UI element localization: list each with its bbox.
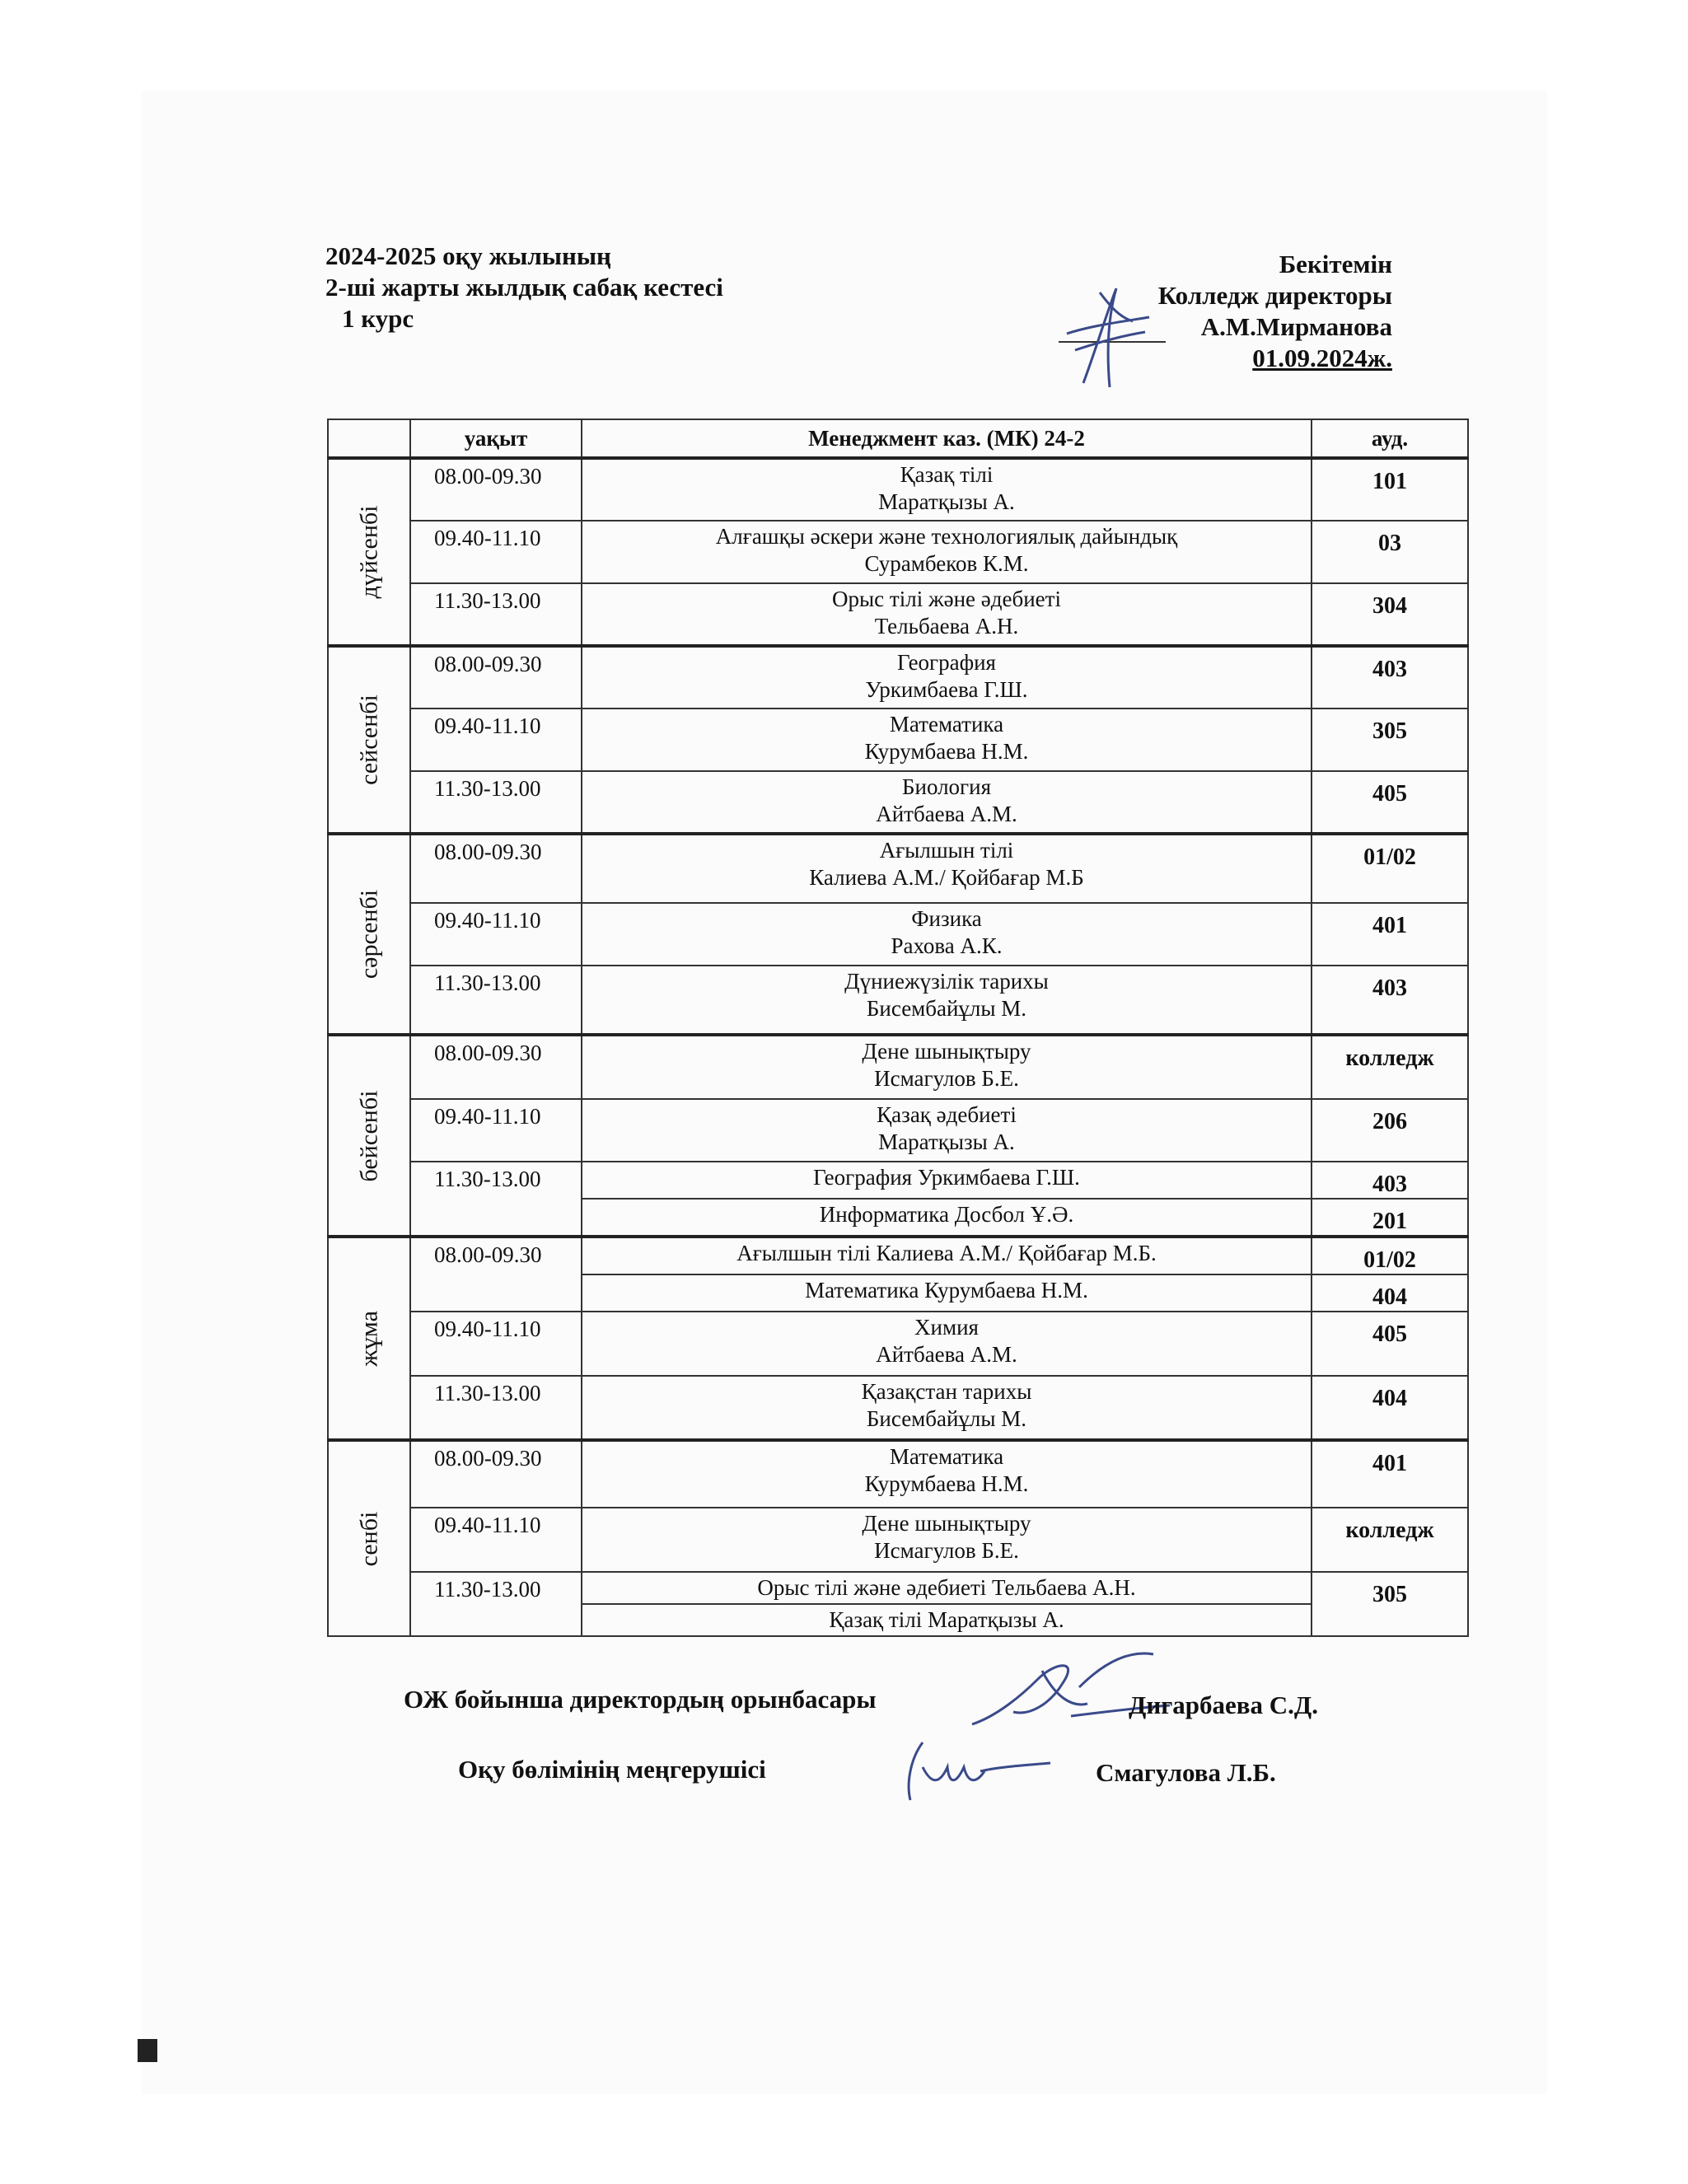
table-row: [328, 646, 1468, 709]
room-cell: 03: [1312, 521, 1468, 583]
time-header: уақыт: [410, 419, 582, 458]
subject-cell: Информатика Досбол Ұ.Ә.: [582, 1199, 1312, 1237]
subject-cell: Орыс тілі және әдебиеті Тельбаева А.Н.: [582, 1572, 1312, 1604]
subject-name: Биология: [901, 774, 991, 799]
subject-cell: Ағылшын тілі Калиева А.М./ Қойбағар М.Б.: [582, 1237, 1312, 1274]
table-row: [328, 1237, 1468, 1274]
table-row: [328, 458, 1468, 521]
room-cell: 403: [1312, 646, 1468, 709]
subject-cell: География Уркимбаева Г.Ш.: [582, 1162, 1312, 1199]
schedule-title-block: [325, 241, 723, 334]
table-row: [328, 903, 1468, 966]
teacher-name: Исмагулов Б.Е.: [874, 1066, 1019, 1091]
time-cell: 11.30-13.00: [410, 1572, 582, 1636]
table-row: [328, 1572, 1468, 1604]
time-cell: 09.40-11.10: [410, 1508, 582, 1572]
table-row: [328, 1376, 1468, 1440]
table-row: [328, 1162, 1468, 1199]
teacher-name: Айтбаева А.М.: [876, 802, 1017, 826]
teacher-name: Курумбаева Н.М.: [864, 739, 1029, 764]
day-label: бейсенбі: [328, 1035, 410, 1237]
subject-cell: [582, 966, 1312, 1035]
time-cell: 11.30-13.00: [410, 1376, 582, 1440]
teacher-name: Бисембайұлы М.: [866, 996, 1027, 1021]
room-cell: колледж: [1312, 1035, 1468, 1099]
subject-cell: [582, 1376, 1312, 1440]
room-cell: 403: [1312, 1162, 1468, 1199]
time-cell: 08.00-09.30: [410, 458, 582, 521]
subject-name: Дүниежүзілік тарихы: [844, 969, 1049, 994]
semester-line: 2-ші жарты жылдық сабақ кестесі: [325, 273, 723, 302]
teacher-name: Бисембайұлы М.: [866, 1406, 1027, 1431]
table-row: [328, 583, 1468, 646]
room-cell: колледж: [1312, 1508, 1468, 1572]
day-header: [328, 419, 410, 458]
room-header: ауд.: [1312, 419, 1468, 458]
room-cell: 404: [1312, 1274, 1468, 1312]
subject-name: Қазақ әдебиеті: [877, 1102, 1017, 1127]
teacher-name: Уркимбаева Г.Ш.: [865, 677, 1028, 702]
room-cell: 401: [1312, 903, 1468, 966]
subject-name: Математика: [889, 1444, 1004, 1469]
table-row: [328, 1099, 1468, 1162]
time-cell: 08.00-09.30: [410, 1440, 582, 1508]
teacher-name: Маратқызы А.: [878, 489, 1015, 514]
deputy-name: Дигарбаева С.Д.: [1129, 1691, 1318, 1719]
table-row: [328, 709, 1468, 771]
time-cell: 08.00-09.30: [410, 1035, 582, 1099]
table-row: [328, 1312, 1468, 1376]
time-cell: 09.40-11.10: [410, 1099, 582, 1162]
table-row: [328, 1508, 1468, 1572]
table-row: [328, 966, 1468, 1035]
subject-name: Қазақ тілі: [900, 462, 994, 487]
subject-cell: [582, 583, 1312, 646]
teacher-name: Рахова А.К.: [891, 933, 1003, 958]
subject-cell: Қазақ тілі Маратқызы А.: [582, 1604, 1312, 1636]
deputy-title: ОЖ бойынша директордың орынбасары: [404, 1685, 877, 1714]
day-label: дүйсенбі: [328, 458, 410, 646]
table-row: [328, 521, 1468, 583]
teacher-name: Калиева А.М./ Қойбағар М.Б: [809, 865, 1084, 890]
approval-date: 01.09.2024ж.: [1252, 344, 1392, 372]
room-cell: 405: [1312, 771, 1468, 834]
subject-name: Математика: [889, 712, 1004, 737]
subject-cell: Математика Курумбаева Н.М.: [582, 1274, 1312, 1312]
subject-cell: [582, 458, 1312, 521]
group-header: Менеджмент каз. (МК) 24-2: [582, 419, 1312, 458]
teacher-name: Маратқызы А.: [878, 1129, 1015, 1154]
day-label: сенбі: [328, 1440, 410, 1636]
time-cell: 08.00-09.30: [410, 1237, 582, 1312]
day-label: сейсенбі: [328, 646, 410, 834]
room-cell: 201: [1312, 1199, 1468, 1237]
teacher-name: Курумбаева Н.М.: [864, 1471, 1029, 1496]
course-line: 1 курс: [342, 304, 414, 333]
scan-corner-mark: [138, 2039, 157, 2062]
time-cell: 08.00-09.30: [410, 646, 582, 709]
day-label: жұма: [328, 1237, 410, 1440]
subject-cell: [582, 1440, 1312, 1508]
room-cell: 101: [1312, 458, 1468, 521]
subject-cell: [582, 903, 1312, 966]
table-row: [328, 1035, 1468, 1099]
room-cell: 01/02: [1312, 1237, 1468, 1274]
time-cell: 09.40-11.10: [410, 521, 582, 583]
schedule-table: [327, 419, 1469, 1637]
room-cell: 305: [1312, 709, 1468, 771]
day-label: сәрсенбі: [328, 834, 410, 1035]
subject-name: Алғашқы әскери және технологиялық дайындық: [715, 524, 1178, 549]
room-cell: 405: [1312, 1312, 1468, 1376]
subject-name: Ағылшын тілі: [879, 838, 1014, 863]
subject-name: Қазақстан тарихы: [861, 1379, 1032, 1404]
room-cell: 206: [1312, 1099, 1468, 1162]
room-cell: 305: [1312, 1572, 1468, 1636]
academic-year-line: 2024-2025 оқу жылының: [325, 241, 611, 270]
time-cell: 08.00-09.30: [410, 834, 582, 903]
teacher-name: Сурамбеков К.М.: [864, 551, 1029, 576]
subject-cell: [582, 521, 1312, 583]
director-title: Колледж директоры: [1157, 281, 1392, 310]
subject-cell: [582, 709, 1312, 771]
time-cell: 11.30-13.00: [410, 583, 582, 646]
time-cell: 09.40-11.10: [410, 1312, 582, 1376]
room-cell: 01/02: [1312, 834, 1468, 903]
head-signature: [898, 1734, 1054, 1808]
subject-cell: [582, 771, 1312, 834]
approval-heading: Бекітемін: [1279, 250, 1392, 278]
time-cell: 09.40-11.10: [410, 709, 582, 771]
subject-name: Химия: [914, 1315, 979, 1340]
subject-cell: [582, 1099, 1312, 1162]
subject-name: Орыс тілі және әдебиеті: [832, 587, 1061, 611]
director-name: А.М.Мирманова: [1200, 312, 1392, 341]
time-cell: 09.40-11.10: [410, 903, 582, 966]
time-cell: 11.30-13.00: [410, 1162, 582, 1237]
teacher-name: Тельбаева А.Н.: [874, 614, 1019, 638]
time-cell: 11.30-13.00: [410, 771, 582, 834]
subject-cell: [582, 1035, 1312, 1099]
room-cell: 403: [1312, 966, 1468, 1035]
subject-name: Дене шынықтыру: [862, 1511, 1031, 1536]
head-name: Смагулова Л.Б.: [1096, 1758, 1276, 1787]
subject-name: Физика: [911, 906, 982, 931]
table-row: [328, 1440, 1468, 1508]
subject-cell: [582, 1312, 1312, 1376]
subject-cell: [582, 646, 1312, 709]
time-cell: 11.30-13.00: [410, 966, 582, 1035]
head-title: Оқу бөлімінің меңгерушісі: [458, 1755, 766, 1784]
room-cell: 401: [1312, 1440, 1468, 1508]
teacher-name: Исмагулов Б.Е.: [874, 1538, 1019, 1563]
table-row: [328, 834, 1468, 903]
room-cell: 404: [1312, 1376, 1468, 1440]
subject-cell: [582, 1508, 1312, 1572]
table-header-row: [328, 419, 1468, 458]
subject-cell: [582, 834, 1312, 903]
teacher-name: Айтбаева А.М.: [876, 1342, 1017, 1367]
table-row: [328, 771, 1468, 834]
subject-name: География: [897, 650, 996, 675]
subject-name: Дене шынықтыру: [862, 1039, 1031, 1064]
room-cell: 304: [1312, 583, 1468, 646]
director-signature: [1050, 284, 1166, 391]
